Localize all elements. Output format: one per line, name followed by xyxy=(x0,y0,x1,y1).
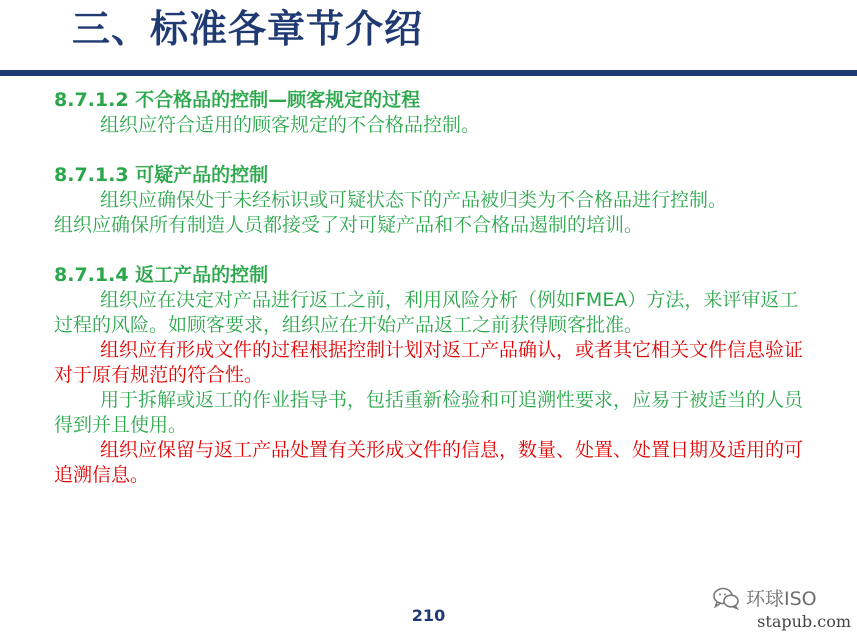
paragraph-red: 组织应保留与返工产品处置有关形成文件的信息，数量、处置、处置日期及适用的可追溯信息。 xyxy=(54,439,804,486)
section-heading: 8.7.1.2 不合格品的控制—顾客规定的过程 xyxy=(54,89,421,111)
paragraph: 组织应在决定对产品进行返工之前，利用风险分析（例如FMEA）方法，来评审返工过程的风险。如顾客要求，组织应在开始产品返工之前获得顾客批准。 xyxy=(54,289,799,336)
slide-title: 三、标准各章节介绍 xyxy=(72,7,424,51)
watermark-url: stapub.com xyxy=(757,612,851,631)
paragraph-red: 组织应有形成文件的过程根据控制计划对返工产品确认，或者其它相关文件信息验证对于原有规范的符合性。 xyxy=(54,339,804,386)
spacer xyxy=(54,238,814,263)
section-heading: 8.7.1.3 可疑产品的控制 xyxy=(54,164,269,186)
watermark-text: 环球ISO xyxy=(746,588,817,610)
page-number: 210 xyxy=(411,606,446,625)
watermark-brand xyxy=(712,584,817,611)
wechat-icon xyxy=(712,586,740,610)
paragraph: 组织应确保所有制造人员都接受了对可疑产品和不合格品遏制的培训。 xyxy=(54,214,644,236)
section-heading: 8.7.1.4 返工产品的控制 xyxy=(54,264,269,286)
title-divider xyxy=(0,70,857,76)
paragraph: 组织应确保处于未经标识或可疑状态下的产品被归类为不合格品进行控制。 xyxy=(100,189,728,211)
spacer xyxy=(54,138,814,163)
paragraph: 用于拆解或返工的作业指导书，包括重新检验和可追溯性要求，应易于被适当的人员得到并且使用。 xyxy=(54,389,804,436)
slide-body xyxy=(54,88,814,488)
paragraph: 组织应符合适用的顾客规定的不合格品控制。 xyxy=(100,114,481,136)
